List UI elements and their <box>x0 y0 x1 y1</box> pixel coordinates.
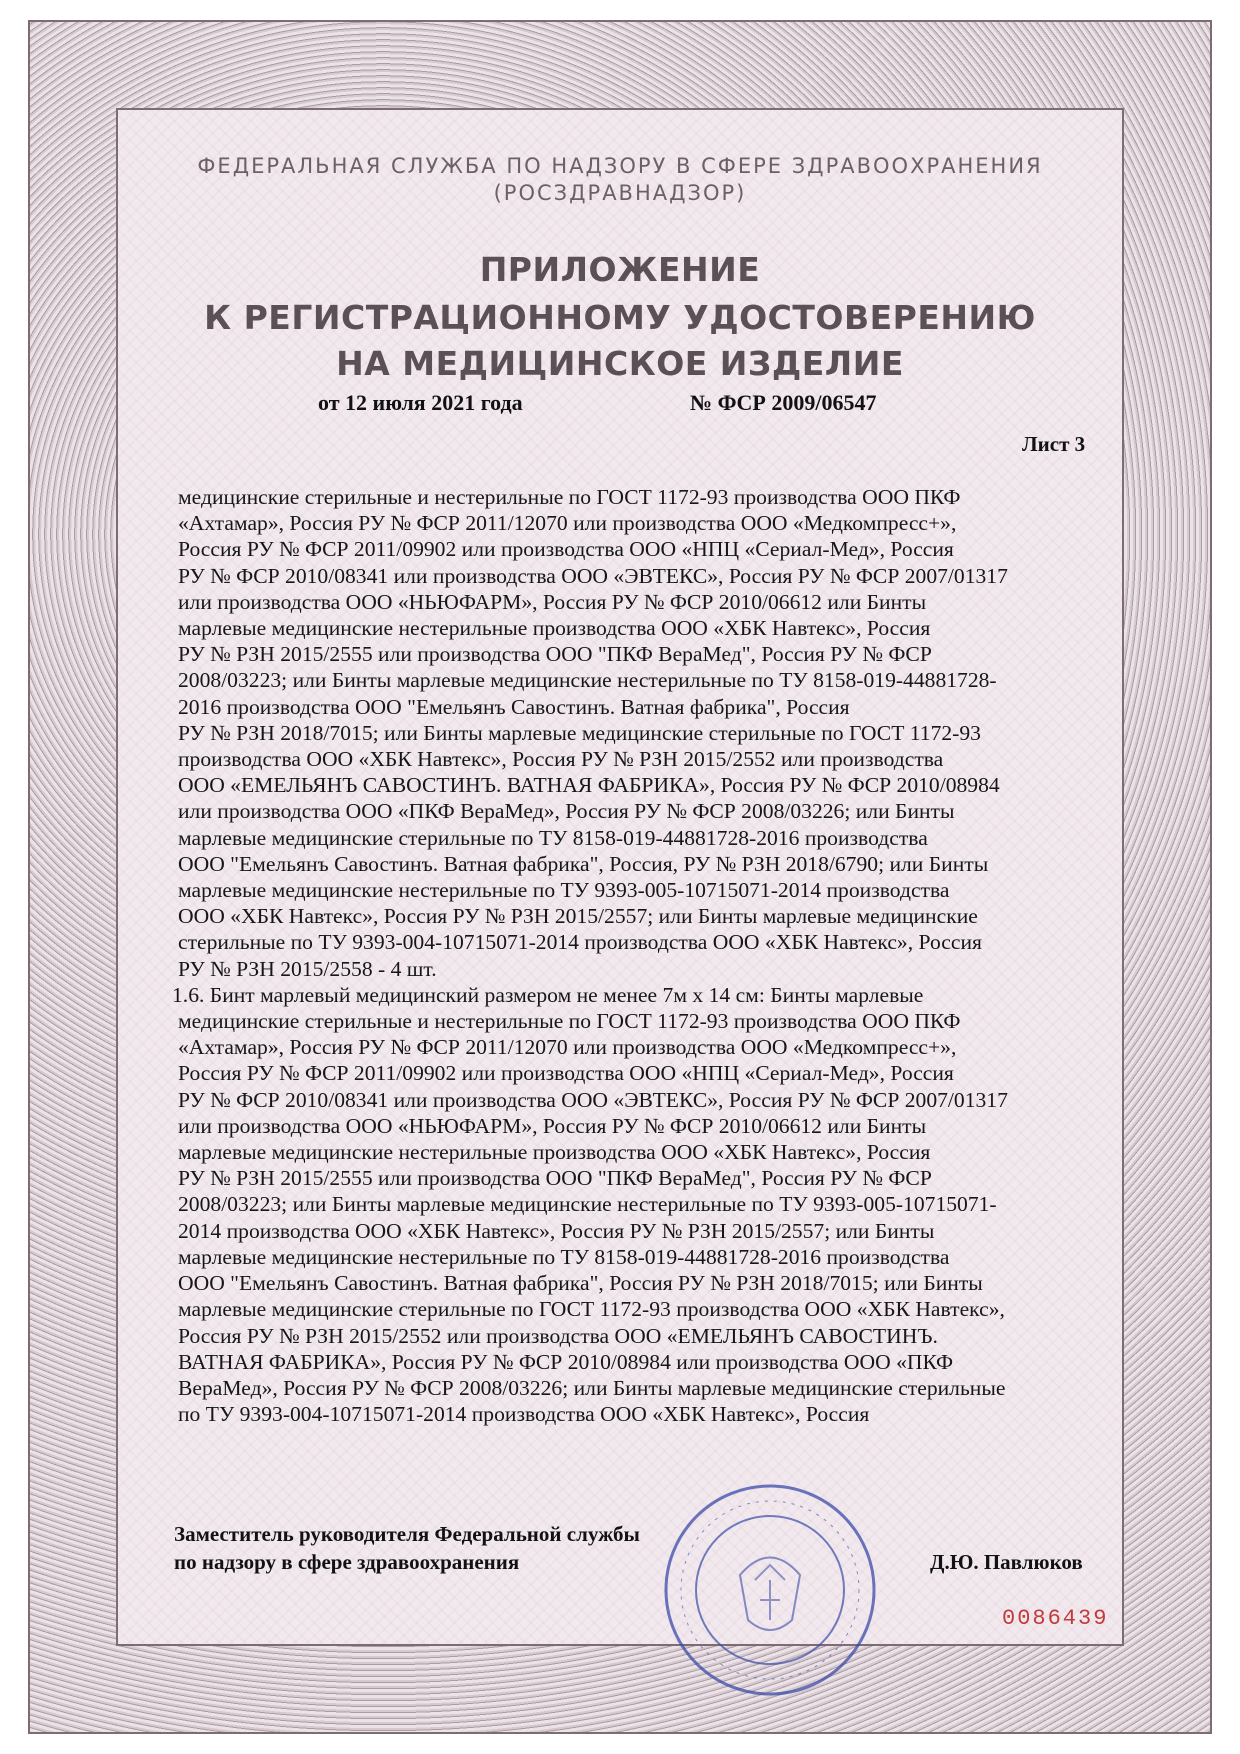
body-line: РУ № РЗН 2018/7015; или Бинты марлевые медицинские стерильные по ГОСТ 1172-93 <box>178 720 981 745</box>
body-line: РУ № ФСР 2010/08341 или производства ООО «ЭВТЕКС», Россия РУ № ФСР 2007/01317 <box>178 1087 1008 1112</box>
body-text <box>172 484 1146 1427</box>
body-line: Россия РУ № ФСР 2011/09902 или производства ООО «НПЦ «Сериал-Мед», Россия <box>178 1061 954 1086</box>
body-line: РУ № ФСР 2010/08341 или производства ООО «ЭВТЕКС», Россия РУ № ФСР 2007/01317 <box>178 563 1008 588</box>
body-line: или производства ООО «ПКФ ВераМед», Россия РУ № ФСР 2008/03226; или Бинты <box>178 799 955 824</box>
body-line: РУ № РЗН 2015/2555 или производства ООО "ПКФ ВераМед", Россия РУ № ФСР <box>178 642 932 667</box>
body-line: Россия РУ № РЗН 2015/2552 или производства ООО «ЕМЕЛЬЯНЪ САВОСТИНЪ. <box>178 1323 938 1348</box>
body-line: марлевые медицинские нестерильные по ТУ 8158-019-44881728-2016 производства <box>178 1244 950 1269</box>
body-line: ООО "Емельянъ Савостинъ. Ватная фабрика", Россия РУ № РЗН 2018/7015; или Бинты <box>178 1271 983 1296</box>
body-line: марлевые медицинские нестерильные производства ООО «ХБК Навтекс», Россия <box>178 1140 931 1165</box>
body-line: ООО «ХБК Навтекс», Россия РУ № РЗН 2015/2557; или Бинты марлевые медицинские <box>178 904 978 929</box>
serial-number: 0086439 <box>1002 1606 1109 1631</box>
agency-name: ФЕДЕРАЛЬНАЯ СЛУЖБА ПО НАДЗОРУ В СФЕРЕ ЗДРАВООХРАНЕНИЯ <box>197 154 1043 178</box>
body-line: Россия РУ № ФСР 2011/09902 или производства ООО «НПЦ «Сериал-Мед», Россия <box>178 537 954 562</box>
body-line: ООО «ЕМЕЛЬЯНЪ САВОСТИНЪ. ВАТНАЯ ФАБРИКА», Россия РУ № ФСР 2010/08984 <box>178 773 1000 798</box>
document-title: ПРИЛОЖЕНИЕ <box>479 250 761 289</box>
body-line: «Ахтамар», Россия РУ № ФСР 2011/12070 или производства ООО «Медкомпресс+», <box>178 511 957 536</box>
body-line: 2008/03223; или Бинты марлевые медицинские нестерильные по ТУ 9393-005-10715071- <box>178 1192 997 1217</box>
body-line: стерильные по ТУ 9393-004-10715071-2014 производства ООО «ХБК Навтекс», Россия <box>178 930 982 955</box>
body-line: 2014 производства ООО «ХБК Навтекс», Россия РУ № РЗН 2015/2557; или Бинты <box>178 1218 935 1243</box>
body-line: марлевые медицинские стерильные по ГОСТ 1172-93 производства ООО «ХБК Навтекс», <box>178 1297 1005 1322</box>
body-line: 1.6. Бинт марлевый медицинский размером не менее 7м х 14 см: Бинты марлевые <box>172 982 924 1007</box>
document-subtitle-line2: НА МЕДИЦИНСКОЕ ИЗДЕЛИЕ <box>336 344 904 383</box>
body-line: или производства ООО «НЬЮФАРМ», Россия РУ № ФСР 2010/06612 или Бинты <box>178 1113 927 1138</box>
body-line: ВераМед», Россия РУ № ФСР 2008/03226; или Бинты марлевые медицинские стерильные <box>178 1375 1006 1400</box>
body-line: 2008/03223; или Бинты марлевые медицинские нестерильные по ТУ 8158-019-44881728- <box>178 668 997 693</box>
body-line: по ТУ 9393-004-10715071-2014 производства ООО «ХБК Навтекс», Россия <box>178 1402 870 1427</box>
body-line: марлевые медицинские нестерильные производства ООО «ХБК Навтекс», Россия <box>178 616 931 641</box>
official-seal-stamp <box>660 1480 880 1700</box>
sheet-number: Лист 3 <box>1022 432 1086 456</box>
body-line: ООО "Емельянъ Савостинъ. Ватная фабрика", Россия, РУ № РЗН 2018/6790; или Бинты <box>178 851 989 876</box>
signer-name: Д.Ю. Павлюков <box>930 1550 1083 1574</box>
body-line: или производства ООО «НЬЮФАРМ», Россия РУ № ФСР 2010/06612 или Бинты <box>178 589 927 614</box>
body-line: РУ № РЗН 2015/2555 или производства ООО "ПКФ ВераМед", Россия РУ № ФСР <box>178 1166 932 1191</box>
body-line: марлевые медицинские нестерильные по ТУ 9393-005-10715071-2014 производства <box>178 878 950 903</box>
body-line: 2016 производства ООО "Емельянъ Савостинъ. Ватная фабрика", Россия <box>178 694 850 719</box>
signer-title-line2: по надзору в сфере здравоохранения <box>174 1550 520 1574</box>
issue-date: от 12 июля 2021 года <box>318 390 523 415</box>
body-line: медицинские стерильные и нестерильные по ГОСТ 1172-93 производства ООО ПКФ <box>178 485 961 509</box>
body-line: «Ахтамар», Россия РУ № ФСР 2011/12070 или производства ООО «Медкомпресс+», <box>178 1035 957 1060</box>
signer-title-line1: Заместитель руководителя Федеральной службы <box>174 1522 640 1546</box>
body-line: производства ООО «ХБК Навтекс», Россия РУ № РЗН 2015/2552 или производства <box>178 747 944 772</box>
certificate-number: № ФСР 2009/06547 <box>690 390 877 415</box>
body-line: марлевые медицинские стерильные по ТУ 8158-019-44881728-2016 производства <box>178 825 928 850</box>
body-line: медицинские стерильные и нестерильные по ГОСТ 1172-93 производства ООО ПКФ <box>178 1009 961 1034</box>
body-line: ВАТНАЯ ФАБРИКА», Россия РУ № ФСР 2010/08984 или производства ООО «ПКФ <box>178 1349 954 1374</box>
agency-abbreviation: (РОСЗДРАВНАДЗОР) <box>493 181 747 205</box>
body-line: РУ № РЗН 2015/2558 - 4 шт. <box>178 956 437 981</box>
document-subtitle-line1: К РЕГИСТРАЦИОННОМУ УДОСТОВЕРЕНИЮ <box>204 298 1036 337</box>
